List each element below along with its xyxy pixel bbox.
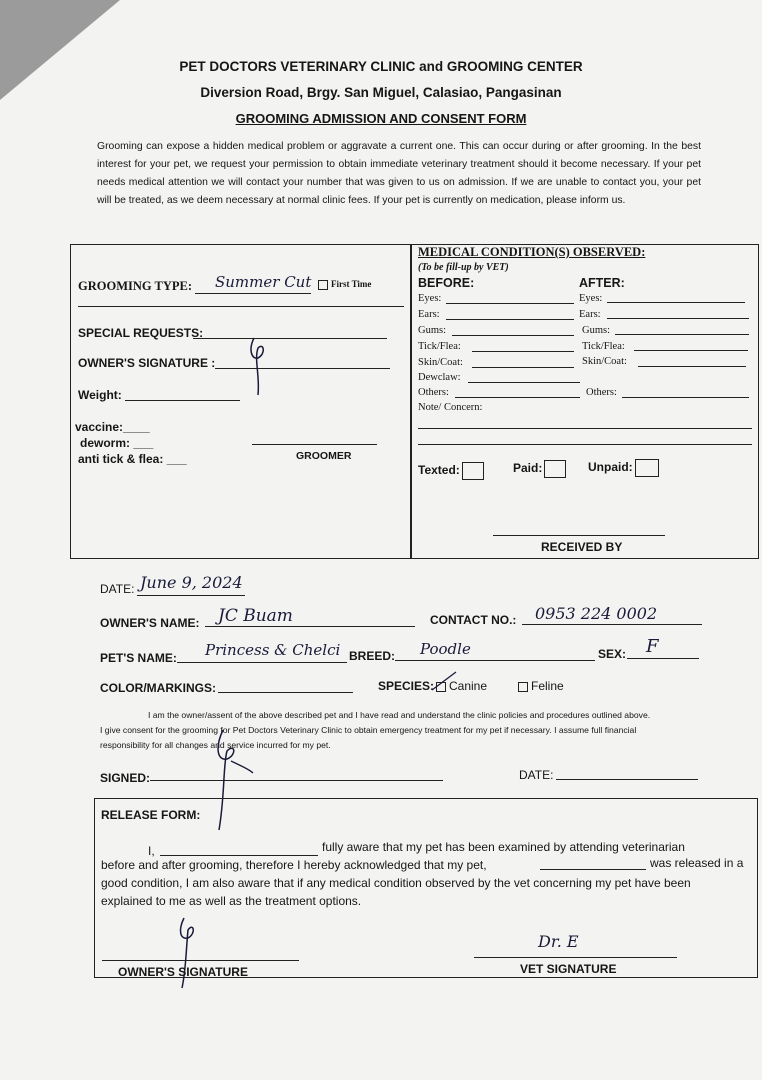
vet-sig-label: VET SIGNATURE xyxy=(520,962,617,976)
before-eyes-line[interactable] xyxy=(446,303,574,304)
special-requests-line[interactable] xyxy=(193,338,387,339)
antitick-label: anti tick & flea: ___ xyxy=(78,452,187,466)
received-by-line[interactable] xyxy=(493,535,665,536)
breed-label: BREED: xyxy=(349,649,396,663)
signed-label: SIGNED: xyxy=(100,771,151,785)
owner-sig-line[interactable] xyxy=(102,960,299,961)
after-skin-label: Skin/Coat: xyxy=(582,356,627,367)
after-ears-line[interactable] xyxy=(607,318,749,319)
release-text-1: fully aware that my pet has been examined by attending veterinarian xyxy=(322,840,685,854)
before-skin-line[interactable] xyxy=(472,367,574,368)
release-text-3: was released in a xyxy=(650,856,744,870)
before-gums-label: Gums: xyxy=(418,325,447,336)
texted-label: Texted: xyxy=(418,463,460,478)
signed-line[interactable] xyxy=(150,780,443,781)
medical-title: MEDICAL CONDITION(S) OBSERVED: xyxy=(418,245,646,259)
release-text-4: good condition, I am also aware that if any medical condition observed by the vet concerning my pet have been xyxy=(101,876,691,890)
owner-sig-label: OWNER'S SIGNATURE xyxy=(118,965,248,979)
groomer-line[interactable] xyxy=(252,444,377,445)
vet-sig-line[interactable] xyxy=(474,957,677,958)
date-value[interactable]: June 9, 2024 xyxy=(140,573,243,592)
after-ears-label: Ears: xyxy=(579,309,601,320)
after-tick-label: Tick/Flea: xyxy=(582,341,625,352)
after-label: AFTER: xyxy=(579,276,625,290)
feline-checkbox[interactable] xyxy=(518,682,528,692)
owner-name-value[interactable]: JC Buam xyxy=(218,606,293,626)
before-label: BEFORE: xyxy=(418,276,475,290)
groomer-label: GROOMER xyxy=(296,450,352,462)
grooming-type-line xyxy=(195,293,311,294)
canine-check-mark xyxy=(430,670,460,694)
before-others-line[interactable] xyxy=(455,397,580,398)
consent-date-line[interactable] xyxy=(556,779,698,780)
after-gums-line[interactable] xyxy=(615,334,749,335)
after-tick-line[interactable] xyxy=(634,350,748,351)
paid-checkbox[interactable] xyxy=(544,460,566,478)
pet-name-line[interactable] xyxy=(177,662,347,663)
owner-signature-mark-1 xyxy=(240,330,280,400)
owner-name-line[interactable] xyxy=(205,626,415,627)
first-time-label: First Time xyxy=(331,279,372,289)
owner-signature-label: OWNER'S SIGNATURE : xyxy=(78,356,216,370)
before-skin-label: Skin/Coat: xyxy=(418,357,463,368)
clinic-name: PET DOCTORS VETERINARY CLINIC and GROOMING CENTER xyxy=(179,59,583,74)
clinic-address: Diversion Road, Brgy. San Miguel, Calasiao, Pangasinan xyxy=(200,85,562,100)
species-label: SPECIES: xyxy=(378,679,435,693)
before-tick-label: Tick/Flea: xyxy=(418,341,461,352)
pet-name-label: PET'S NAME: xyxy=(100,651,177,665)
after-others-line[interactable] xyxy=(622,397,749,398)
grooming-type-line-2 xyxy=(78,306,404,307)
contact-line[interactable] xyxy=(522,624,702,625)
color-label: COLOR/MARKINGS: xyxy=(100,681,216,695)
release-title: RELEASE FORM: xyxy=(101,808,201,822)
consent-line-2: I give consent for the grooming for Pet Doctors Veterinary Clinic to obtain emergency treatment for my pet if necessary. I assume full financial xyxy=(100,725,637,735)
before-eyes-label: Eyes: xyxy=(418,293,442,304)
after-skin-line[interactable] xyxy=(638,366,746,367)
pet-name-value[interactable]: Princess & Chelci xyxy=(205,641,341,659)
before-others-label: Others: xyxy=(418,387,449,398)
unpaid-label: Unpaid: xyxy=(588,460,633,475)
before-tick-line[interactable] xyxy=(472,351,574,352)
texted-field[interactable] xyxy=(418,462,484,480)
feline-option[interactable] xyxy=(518,679,564,693)
feline-label: Feline xyxy=(531,679,564,693)
first-time-checkbox[interactable] xyxy=(318,279,371,290)
release-pet-line[interactable] xyxy=(540,869,646,870)
special-requests-label: SPECIAL REQUESTS: xyxy=(78,326,204,340)
release-owner-line[interactable] xyxy=(160,855,318,856)
intro-paragraph: Grooming can expose a hidden medical problem or aggravate a current one. This can occur during or after grooming. In the best interest for your pet, we request your permission to obtain immediate veterinary treatment should it become necessary. If your pet needs medical attention we will contact your number that was given to us on admission. If we are unable to contact you, your pet will be treated, as we deem necessary at normal clinic fees. If your pet is currently on medication, please inform us. xyxy=(97,141,701,206)
breed-value[interactable]: Poodle xyxy=(420,640,471,658)
consent-line-1: I am the owner/assent of the above described pet and I have read and understand the clinic policies and procedures outlined above. xyxy=(148,710,651,720)
consent-line-3: responsibility for all changes and service incurred for my pet. xyxy=(100,740,331,750)
after-eyes-label: Eyes: xyxy=(579,293,603,304)
deworm-label: deworm: ___ xyxy=(80,436,154,450)
release-text-2: before and after grooming, therefore I hereby acknowledged that my pet, xyxy=(101,858,487,872)
release-i-label: I, xyxy=(148,844,155,858)
sex-line[interactable] xyxy=(627,658,699,659)
owner-name-label: OWNER'S NAME: xyxy=(100,616,200,630)
sex-value[interactable]: F xyxy=(646,636,659,657)
first-time-box[interactable] xyxy=(318,280,328,290)
after-others-label: Others: xyxy=(586,387,617,398)
before-dewclaw-label: Dewclaw: xyxy=(418,372,461,383)
vaccine-label: vaccine:____ xyxy=(75,420,150,434)
medical-subtitle: (To be fill-up by VET) xyxy=(418,262,509,273)
before-ears-line[interactable] xyxy=(446,319,574,320)
consent-date-label: DATE: xyxy=(519,768,554,782)
note-line-1[interactable] xyxy=(418,428,752,429)
color-line[interactable] xyxy=(218,692,353,693)
received-by-label: RECEIVED BY xyxy=(541,540,623,554)
before-gums-line[interactable] xyxy=(452,335,574,336)
weight-label: Weight: xyxy=(78,388,122,402)
sex-label: SEX: xyxy=(598,647,627,661)
paid-label: Paid: xyxy=(513,461,543,476)
after-eyes-line[interactable] xyxy=(607,302,745,303)
vet-sig-value: Dr. E xyxy=(538,932,579,951)
texted-checkbox[interactable] xyxy=(462,462,484,480)
grooming-type-label: GROOMING TYPE: xyxy=(78,279,193,293)
contact-value[interactable]: 0953 224 0002 xyxy=(535,604,658,623)
grooming-type-value[interactable]: Summer Cut xyxy=(215,273,312,291)
date-label: DATE: xyxy=(100,582,135,596)
after-gums-label: Gums: xyxy=(582,325,611,336)
unpaid-field[interactable] xyxy=(588,459,659,477)
weight-line[interactable] xyxy=(125,400,240,401)
release-text-5: explained to me as well as the treatment options. xyxy=(101,894,362,908)
before-ears-label: Ears: xyxy=(418,309,440,320)
form-title: GROOMING ADMISSION AND CONSENT FORM xyxy=(235,111,527,126)
unpaid-checkbox[interactable] xyxy=(635,459,659,477)
paid-field[interactable] xyxy=(513,460,566,478)
before-dewclaw-line[interactable] xyxy=(468,382,580,383)
breed-line[interactable] xyxy=(395,660,595,661)
contact-label: CONTACT NO.: xyxy=(430,613,517,627)
note-line-2[interactable] xyxy=(418,444,752,445)
note-label: Note/ Concern: xyxy=(418,402,483,413)
canine-label: Canine xyxy=(449,679,488,693)
date-line[interactable] xyxy=(137,595,245,596)
